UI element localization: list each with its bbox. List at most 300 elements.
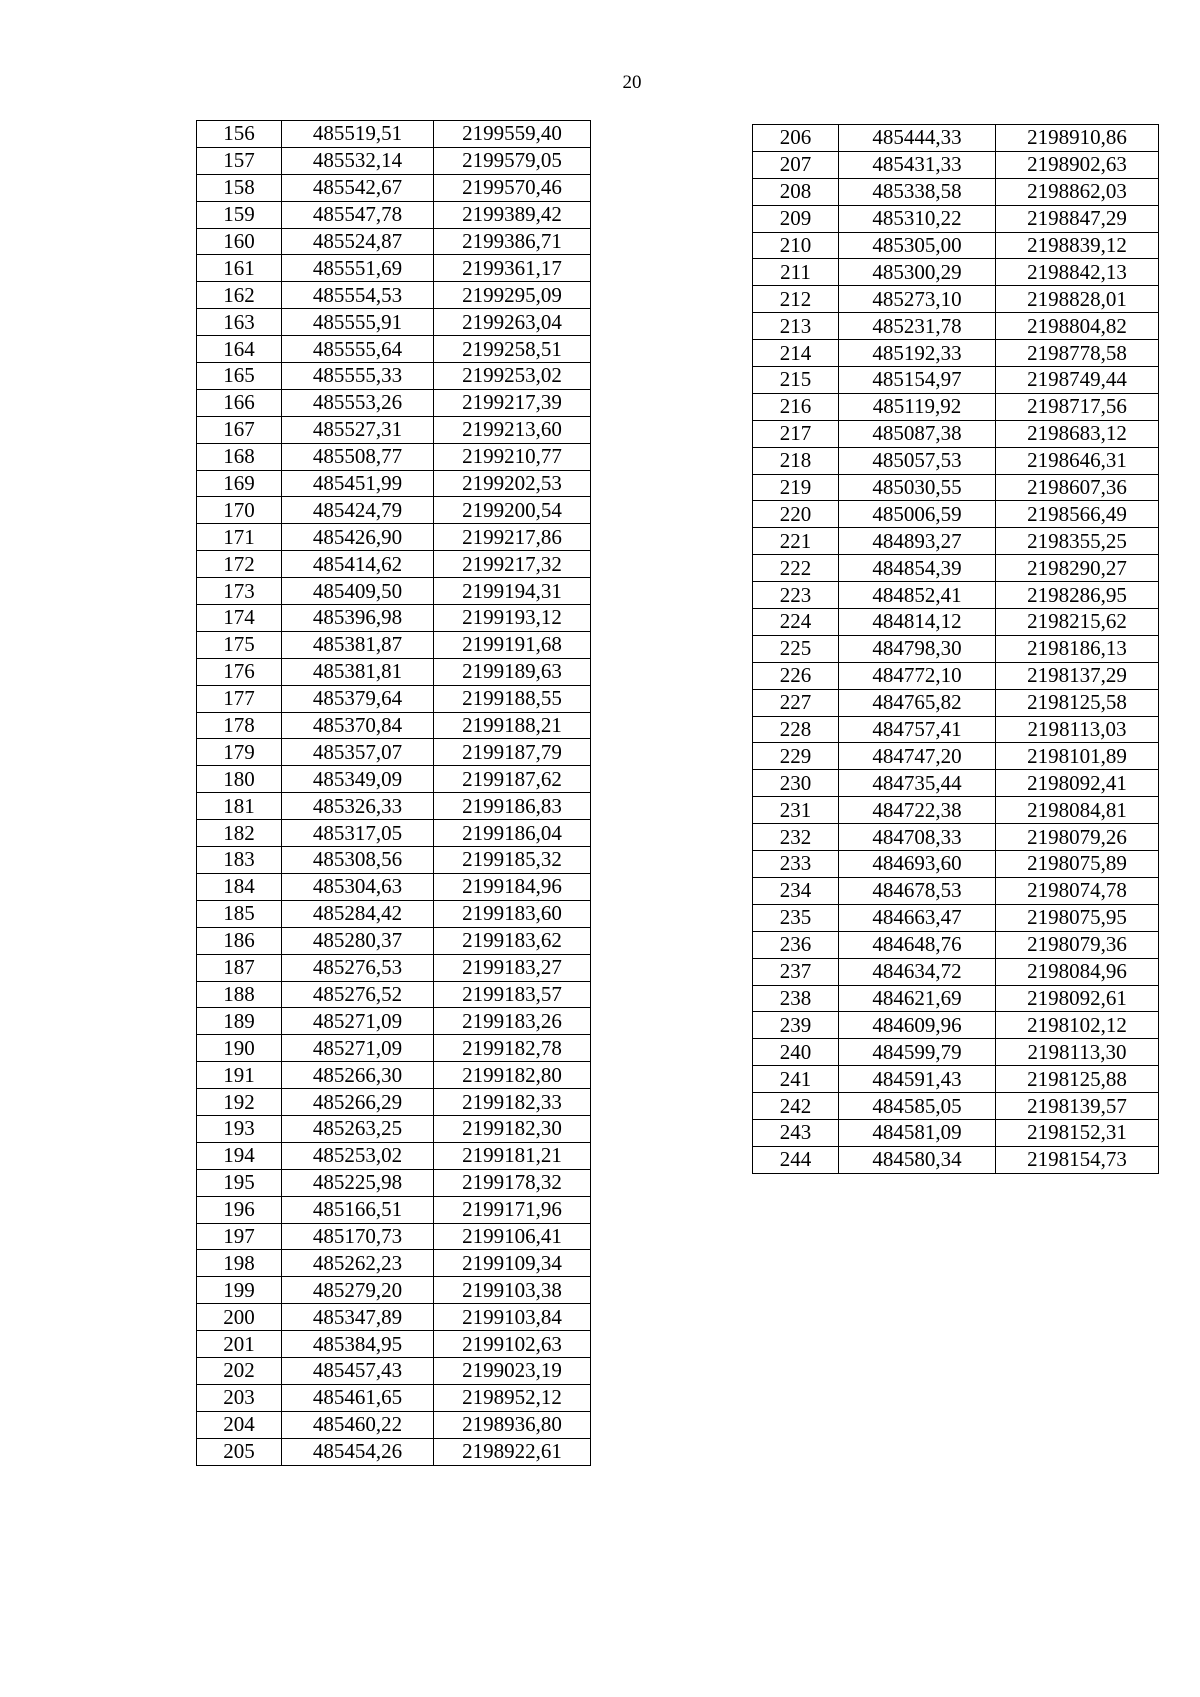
table-row xyxy=(753,1146,1159,1173)
x-coordinate-cell: 485271,09 xyxy=(282,1008,434,1035)
point-number-cell: 214 xyxy=(753,340,839,367)
x-coordinate-cell: 485554,53 xyxy=(282,282,434,309)
point-number-cell: 198 xyxy=(197,1250,282,1277)
y-coordinate-cell: 2198922,61 xyxy=(434,1438,591,1465)
x-coordinate-cell: 485338,58 xyxy=(839,178,996,205)
table-row xyxy=(753,528,1159,555)
point-number-cell: 186 xyxy=(197,927,282,954)
point-number-cell: 190 xyxy=(197,1035,282,1062)
table-row xyxy=(197,605,591,632)
x-coordinate-cell: 485555,91 xyxy=(282,309,434,336)
table-row xyxy=(197,1089,591,1116)
x-coordinate-cell: 485357,07 xyxy=(282,739,434,766)
table-row xyxy=(197,1384,591,1411)
y-coordinate-cell: 2199210,77 xyxy=(434,443,591,470)
y-coordinate-cell: 2199213,60 xyxy=(434,416,591,443)
table-row xyxy=(753,716,1159,743)
point-number-cell: 189 xyxy=(197,1008,282,1035)
point-number-cell: 225 xyxy=(753,635,839,662)
x-coordinate-cell: 485300,29 xyxy=(839,259,996,286)
x-coordinate-cell: 485555,33 xyxy=(282,363,434,390)
point-number-cell: 199 xyxy=(197,1277,282,1304)
point-number-cell: 157 xyxy=(197,147,282,174)
point-number-cell: 166 xyxy=(197,389,282,416)
table-row xyxy=(197,981,591,1008)
point-number-cell: 194 xyxy=(197,1142,282,1169)
point-number-cell: 174 xyxy=(197,605,282,632)
y-coordinate-cell: 2198154,73 xyxy=(996,1146,1159,1173)
point-number-cell: 211 xyxy=(753,259,839,286)
point-number-cell: 200 xyxy=(197,1304,282,1331)
y-coordinate-cell: 2199200,54 xyxy=(434,497,591,524)
x-coordinate-cell: 485266,30 xyxy=(282,1062,434,1089)
point-number-cell: 185 xyxy=(197,900,282,927)
x-coordinate-cell: 485192,33 xyxy=(839,340,996,367)
point-number-cell: 160 xyxy=(197,228,282,255)
table-row xyxy=(197,470,591,497)
point-number-cell: 204 xyxy=(197,1411,282,1438)
y-coordinate-cell: 2199191,68 xyxy=(434,631,591,658)
x-coordinate-cell: 485454,26 xyxy=(282,1438,434,1465)
y-coordinate-cell: 2198286,95 xyxy=(996,582,1159,609)
y-coordinate-cell: 2199202,53 xyxy=(434,470,591,497)
point-number-cell: 242 xyxy=(753,1093,839,1120)
table-row xyxy=(197,1008,591,1035)
x-coordinate-cell: 484648,76 xyxy=(839,931,996,958)
x-coordinate-cell: 485166,51 xyxy=(282,1196,434,1223)
x-coordinate-cell: 485225,98 xyxy=(282,1169,434,1196)
y-coordinate-cell: 2198113,03 xyxy=(996,716,1159,743)
y-coordinate-cell: 2199103,84 xyxy=(434,1304,591,1331)
y-coordinate-cell: 2198646,31 xyxy=(996,447,1159,474)
y-coordinate-cell: 2198137,29 xyxy=(996,662,1159,689)
point-number-cell: 241 xyxy=(753,1066,839,1093)
y-coordinate-cell: 2198186,13 xyxy=(996,635,1159,662)
point-number-cell: 203 xyxy=(197,1384,282,1411)
x-coordinate-cell: 484735,44 xyxy=(839,770,996,797)
y-coordinate-cell: 2198804,82 xyxy=(996,313,1159,340)
y-coordinate-cell: 2199183,57 xyxy=(434,981,591,1008)
y-coordinate-cell: 2198717,56 xyxy=(996,393,1159,420)
page-number: 20 xyxy=(622,72,642,93)
y-coordinate-cell: 2199188,55 xyxy=(434,685,591,712)
x-coordinate-cell: 485555,64 xyxy=(282,336,434,363)
y-coordinate-cell: 2199023,19 xyxy=(434,1357,591,1384)
x-coordinate-cell: 484599,79 xyxy=(839,1039,996,1066)
y-coordinate-cell: 2199183,27 xyxy=(434,954,591,981)
point-number-cell: 240 xyxy=(753,1039,839,1066)
point-number-cell: 213 xyxy=(753,313,839,340)
table-row xyxy=(197,255,591,282)
table-row xyxy=(197,900,591,927)
x-coordinate-cell: 485170,73 xyxy=(282,1223,434,1250)
x-coordinate-cell: 485409,50 xyxy=(282,578,434,605)
x-coordinate-cell: 485308,56 xyxy=(282,847,434,874)
point-number-cell: 187 xyxy=(197,954,282,981)
coordinates-table-left xyxy=(196,120,591,1466)
table-row xyxy=(753,770,1159,797)
point-number-cell: 228 xyxy=(753,716,839,743)
table-row xyxy=(197,1411,591,1438)
y-coordinate-cell: 2199102,63 xyxy=(434,1331,591,1358)
table-row xyxy=(197,228,591,255)
point-number-cell: 197 xyxy=(197,1223,282,1250)
x-coordinate-cell: 485414,62 xyxy=(282,551,434,578)
y-coordinate-cell: 2198778,58 xyxy=(996,340,1159,367)
y-coordinate-cell: 2198749,44 xyxy=(996,367,1159,394)
y-coordinate-cell: 2198092,41 xyxy=(996,770,1159,797)
table-row xyxy=(197,631,591,658)
x-coordinate-cell: 484852,41 xyxy=(839,582,996,609)
table-row xyxy=(753,367,1159,394)
x-coordinate-cell: 485553,26 xyxy=(282,389,434,416)
x-coordinate-cell: 485460,22 xyxy=(282,1411,434,1438)
table-row xyxy=(197,658,591,685)
point-number-cell: 233 xyxy=(753,851,839,878)
y-coordinate-cell: 2198607,36 xyxy=(996,474,1159,501)
point-number-cell: 201 xyxy=(197,1331,282,1358)
table-row xyxy=(753,635,1159,662)
y-coordinate-cell: 2198952,12 xyxy=(434,1384,591,1411)
x-coordinate-cell: 485154,97 xyxy=(839,367,996,394)
x-coordinate-cell: 485263,25 xyxy=(282,1115,434,1142)
table-row xyxy=(197,1331,591,1358)
y-coordinate-cell: 2199186,04 xyxy=(434,820,591,847)
x-coordinate-cell: 484693,60 xyxy=(839,851,996,878)
table-row xyxy=(753,151,1159,178)
y-coordinate-cell: 2198075,95 xyxy=(996,904,1159,931)
point-number-cell: 184 xyxy=(197,873,282,900)
point-number-cell: 196 xyxy=(197,1196,282,1223)
point-number-cell: 192 xyxy=(197,1089,282,1116)
point-number-cell: 175 xyxy=(197,631,282,658)
table-row xyxy=(197,685,591,712)
point-number-cell: 178 xyxy=(197,712,282,739)
point-number-cell: 227 xyxy=(753,689,839,716)
table-row xyxy=(197,1277,591,1304)
y-coordinate-cell: 2199570,46 xyxy=(434,174,591,201)
table-row xyxy=(197,147,591,174)
y-coordinate-cell: 2198152,31 xyxy=(996,1119,1159,1146)
y-coordinate-cell: 2199263,04 xyxy=(434,309,591,336)
point-number-cell: 179 xyxy=(197,739,282,766)
x-coordinate-cell: 485431,33 xyxy=(839,151,996,178)
x-coordinate-cell: 485276,53 xyxy=(282,954,434,981)
y-coordinate-cell: 2198936,80 xyxy=(434,1411,591,1438)
table-row xyxy=(753,877,1159,904)
y-coordinate-cell: 2198910,86 xyxy=(996,125,1159,152)
y-coordinate-cell: 2199188,21 xyxy=(434,712,591,739)
x-coordinate-cell: 484634,72 xyxy=(839,958,996,985)
y-coordinate-cell: 2198862,03 xyxy=(996,178,1159,205)
table-row xyxy=(753,1012,1159,1039)
x-coordinate-cell: 485310,22 xyxy=(839,205,996,232)
x-coordinate-cell: 485057,53 xyxy=(839,447,996,474)
x-coordinate-cell: 485547,78 xyxy=(282,201,434,228)
y-coordinate-cell: 2199579,05 xyxy=(434,147,591,174)
x-coordinate-cell: 485381,87 xyxy=(282,631,434,658)
table-row xyxy=(753,555,1159,582)
x-coordinate-cell: 485424,79 xyxy=(282,497,434,524)
y-coordinate-cell: 2198084,81 xyxy=(996,797,1159,824)
x-coordinate-cell: 485519,51 xyxy=(282,121,434,148)
y-coordinate-cell: 2199103,38 xyxy=(434,1277,591,1304)
point-number-cell: 193 xyxy=(197,1115,282,1142)
x-coordinate-cell: 485370,84 xyxy=(282,712,434,739)
point-number-cell: 208 xyxy=(753,178,839,205)
point-number-cell: 231 xyxy=(753,797,839,824)
x-coordinate-cell: 485087,38 xyxy=(839,420,996,447)
table-row xyxy=(753,851,1159,878)
x-coordinate-cell: 485381,81 xyxy=(282,658,434,685)
table-row xyxy=(753,743,1159,770)
table-row xyxy=(197,1115,591,1142)
table-row xyxy=(197,1062,591,1089)
point-number-cell: 226 xyxy=(753,662,839,689)
table-row xyxy=(197,1196,591,1223)
point-number-cell: 188 xyxy=(197,981,282,1008)
y-coordinate-cell: 2198074,78 xyxy=(996,877,1159,904)
point-number-cell: 220 xyxy=(753,501,839,528)
x-coordinate-cell: 484814,12 xyxy=(839,609,996,636)
point-number-cell: 224 xyxy=(753,609,839,636)
y-coordinate-cell: 2199187,62 xyxy=(434,766,591,793)
y-coordinate-cell: 2199193,12 xyxy=(434,605,591,632)
y-coordinate-cell: 2199258,51 xyxy=(434,336,591,363)
x-coordinate-cell: 485542,67 xyxy=(282,174,434,201)
point-number-cell: 171 xyxy=(197,524,282,551)
table-row xyxy=(197,766,591,793)
x-coordinate-cell: 484678,53 xyxy=(839,877,996,904)
x-coordinate-cell: 485451,99 xyxy=(282,470,434,497)
table-row xyxy=(753,824,1159,851)
table-row xyxy=(753,286,1159,313)
table-row xyxy=(753,1093,1159,1120)
table-row xyxy=(753,582,1159,609)
x-coordinate-cell: 485304,63 xyxy=(282,873,434,900)
table-row xyxy=(753,313,1159,340)
table-row xyxy=(753,662,1159,689)
y-coordinate-cell: 2199187,79 xyxy=(434,739,591,766)
y-coordinate-cell: 2198125,88 xyxy=(996,1066,1159,1093)
x-coordinate-cell: 485119,92 xyxy=(839,393,996,420)
point-number-cell: 229 xyxy=(753,743,839,770)
point-number-cell: 243 xyxy=(753,1119,839,1146)
y-coordinate-cell: 2199361,17 xyxy=(434,255,591,282)
x-coordinate-cell: 485266,29 xyxy=(282,1089,434,1116)
x-coordinate-cell: 485284,42 xyxy=(282,900,434,927)
y-coordinate-cell: 2198139,57 xyxy=(996,1093,1159,1120)
x-coordinate-cell: 485273,10 xyxy=(839,286,996,313)
y-coordinate-cell: 2198075,89 xyxy=(996,851,1159,878)
point-number-cell: 162 xyxy=(197,282,282,309)
table-row xyxy=(197,927,591,954)
point-number-cell: 212 xyxy=(753,286,839,313)
x-coordinate-cell: 485262,23 xyxy=(282,1250,434,1277)
x-coordinate-cell: 485527,31 xyxy=(282,416,434,443)
point-number-cell: 236 xyxy=(753,931,839,958)
y-coordinate-cell: 2199559,40 xyxy=(434,121,591,148)
y-coordinate-cell: 2199295,09 xyxy=(434,282,591,309)
y-coordinate-cell: 2198101,89 xyxy=(996,743,1159,770)
y-coordinate-cell: 2199186,83 xyxy=(434,793,591,820)
point-number-cell: 244 xyxy=(753,1146,839,1173)
table-row xyxy=(197,309,591,336)
x-coordinate-cell: 484581,09 xyxy=(839,1119,996,1146)
table-row xyxy=(197,389,591,416)
point-number-cell: 202 xyxy=(197,1357,282,1384)
x-coordinate-cell: 484591,43 xyxy=(839,1066,996,1093)
y-coordinate-cell: 2198847,29 xyxy=(996,205,1159,232)
y-coordinate-cell: 2199389,42 xyxy=(434,201,591,228)
point-number-cell: 238 xyxy=(753,985,839,1012)
table-row xyxy=(753,1039,1159,1066)
table-row xyxy=(197,363,591,390)
x-coordinate-cell: 484893,27 xyxy=(839,528,996,555)
y-coordinate-cell: 2198079,26 xyxy=(996,824,1159,851)
point-number-cell: 206 xyxy=(753,125,839,152)
y-coordinate-cell: 2198683,12 xyxy=(996,420,1159,447)
table-row xyxy=(753,205,1159,232)
x-coordinate-cell: 485551,69 xyxy=(282,255,434,282)
x-coordinate-cell: 484854,39 xyxy=(839,555,996,582)
x-coordinate-cell: 485030,55 xyxy=(839,474,996,501)
x-coordinate-cell: 485006,59 xyxy=(839,501,996,528)
point-number-cell: 176 xyxy=(197,658,282,685)
table-row xyxy=(753,340,1159,367)
point-number-cell: 159 xyxy=(197,201,282,228)
point-number-cell: 191 xyxy=(197,1062,282,1089)
x-coordinate-cell: 485326,33 xyxy=(282,793,434,820)
y-coordinate-cell: 2199217,39 xyxy=(434,389,591,416)
table-row xyxy=(753,178,1159,205)
table-row xyxy=(197,201,591,228)
table-row xyxy=(197,847,591,874)
x-coordinate-cell: 485349,09 xyxy=(282,766,434,793)
y-coordinate-cell: 2199189,63 xyxy=(434,658,591,685)
y-coordinate-cell: 2199182,30 xyxy=(434,1115,591,1142)
x-coordinate-cell: 485508,77 xyxy=(282,443,434,470)
table-row xyxy=(197,1250,591,1277)
table-row xyxy=(197,739,591,766)
y-coordinate-cell: 2199183,26 xyxy=(434,1008,591,1035)
y-coordinate-cell: 2198215,62 xyxy=(996,609,1159,636)
x-coordinate-cell: 484708,33 xyxy=(839,824,996,851)
point-number-cell: 173 xyxy=(197,578,282,605)
y-coordinate-cell: 2199182,78 xyxy=(434,1035,591,1062)
x-coordinate-cell: 485396,98 xyxy=(282,605,434,632)
y-coordinate-cell: 2198842,13 xyxy=(996,259,1159,286)
table-row xyxy=(197,1169,591,1196)
point-number-cell: 181 xyxy=(197,793,282,820)
point-number-cell: 222 xyxy=(753,555,839,582)
x-coordinate-cell: 485280,37 xyxy=(282,927,434,954)
point-number-cell: 221 xyxy=(753,528,839,555)
point-number-cell: 165 xyxy=(197,363,282,390)
point-number-cell: 170 xyxy=(197,497,282,524)
table-row xyxy=(753,259,1159,286)
table-row xyxy=(197,1223,591,1250)
table-row xyxy=(197,416,591,443)
y-coordinate-cell: 2199178,32 xyxy=(434,1169,591,1196)
x-coordinate-cell: 484580,34 xyxy=(839,1146,996,1173)
point-number-cell: 217 xyxy=(753,420,839,447)
x-coordinate-cell: 485305,00 xyxy=(839,232,996,259)
x-coordinate-cell: 485532,14 xyxy=(282,147,434,174)
point-number-cell: 182 xyxy=(197,820,282,847)
y-coordinate-cell: 2198102,12 xyxy=(996,1012,1159,1039)
table-row xyxy=(197,497,591,524)
table-row xyxy=(197,873,591,900)
x-coordinate-cell: 485384,95 xyxy=(282,1331,434,1358)
point-number-cell: 235 xyxy=(753,904,839,931)
y-coordinate-cell: 2199109,34 xyxy=(434,1250,591,1277)
point-number-cell: 172 xyxy=(197,551,282,578)
table-row xyxy=(753,1119,1159,1146)
point-number-cell: 158 xyxy=(197,174,282,201)
x-coordinate-cell: 484722,38 xyxy=(839,797,996,824)
table-row xyxy=(753,904,1159,931)
x-coordinate-cell: 484798,30 xyxy=(839,635,996,662)
y-coordinate-cell: 2198113,30 xyxy=(996,1039,1159,1066)
x-coordinate-cell: 485317,05 xyxy=(282,820,434,847)
point-number-cell: 209 xyxy=(753,205,839,232)
table-body xyxy=(753,125,1159,1174)
y-coordinate-cell: 2198828,01 xyxy=(996,286,1159,313)
table-row xyxy=(197,954,591,981)
y-coordinate-cell: 2199182,33 xyxy=(434,1089,591,1116)
coordinates-table-right xyxy=(752,124,1159,1174)
x-coordinate-cell: 484609,96 xyxy=(839,1012,996,1039)
x-coordinate-cell: 485457,43 xyxy=(282,1357,434,1384)
y-coordinate-cell: 2198290,27 xyxy=(996,555,1159,582)
table-row xyxy=(197,1035,591,1062)
y-coordinate-cell: 2199181,21 xyxy=(434,1142,591,1169)
table-row xyxy=(753,125,1159,152)
table-row xyxy=(197,121,591,148)
x-coordinate-cell: 484757,41 xyxy=(839,716,996,743)
table-row xyxy=(197,793,591,820)
x-coordinate-cell: 485347,89 xyxy=(282,1304,434,1331)
point-number-cell: 216 xyxy=(753,393,839,420)
x-coordinate-cell: 484585,05 xyxy=(839,1093,996,1120)
point-number-cell: 223 xyxy=(753,582,839,609)
table-row xyxy=(753,609,1159,636)
y-coordinate-cell: 2199217,86 xyxy=(434,524,591,551)
y-coordinate-cell: 2199194,31 xyxy=(434,578,591,605)
table-row xyxy=(753,689,1159,716)
table-row xyxy=(197,443,591,470)
x-coordinate-cell: 485444,33 xyxy=(839,125,996,152)
y-coordinate-cell: 2199386,71 xyxy=(434,228,591,255)
table-body xyxy=(197,121,591,1466)
x-coordinate-cell: 485276,52 xyxy=(282,981,434,1008)
x-coordinate-cell: 484747,20 xyxy=(839,743,996,770)
table-row xyxy=(753,393,1159,420)
table-row xyxy=(197,1304,591,1331)
table-row xyxy=(753,958,1159,985)
point-number-cell: 237 xyxy=(753,958,839,985)
point-number-cell: 219 xyxy=(753,474,839,501)
y-coordinate-cell: 2199182,80 xyxy=(434,1062,591,1089)
x-coordinate-cell: 484765,82 xyxy=(839,689,996,716)
point-number-cell: 218 xyxy=(753,447,839,474)
y-coordinate-cell: 2199184,96 xyxy=(434,873,591,900)
x-coordinate-cell: 485461,65 xyxy=(282,1384,434,1411)
point-number-cell: 230 xyxy=(753,770,839,797)
point-number-cell: 164 xyxy=(197,336,282,363)
table-row xyxy=(753,1066,1159,1093)
